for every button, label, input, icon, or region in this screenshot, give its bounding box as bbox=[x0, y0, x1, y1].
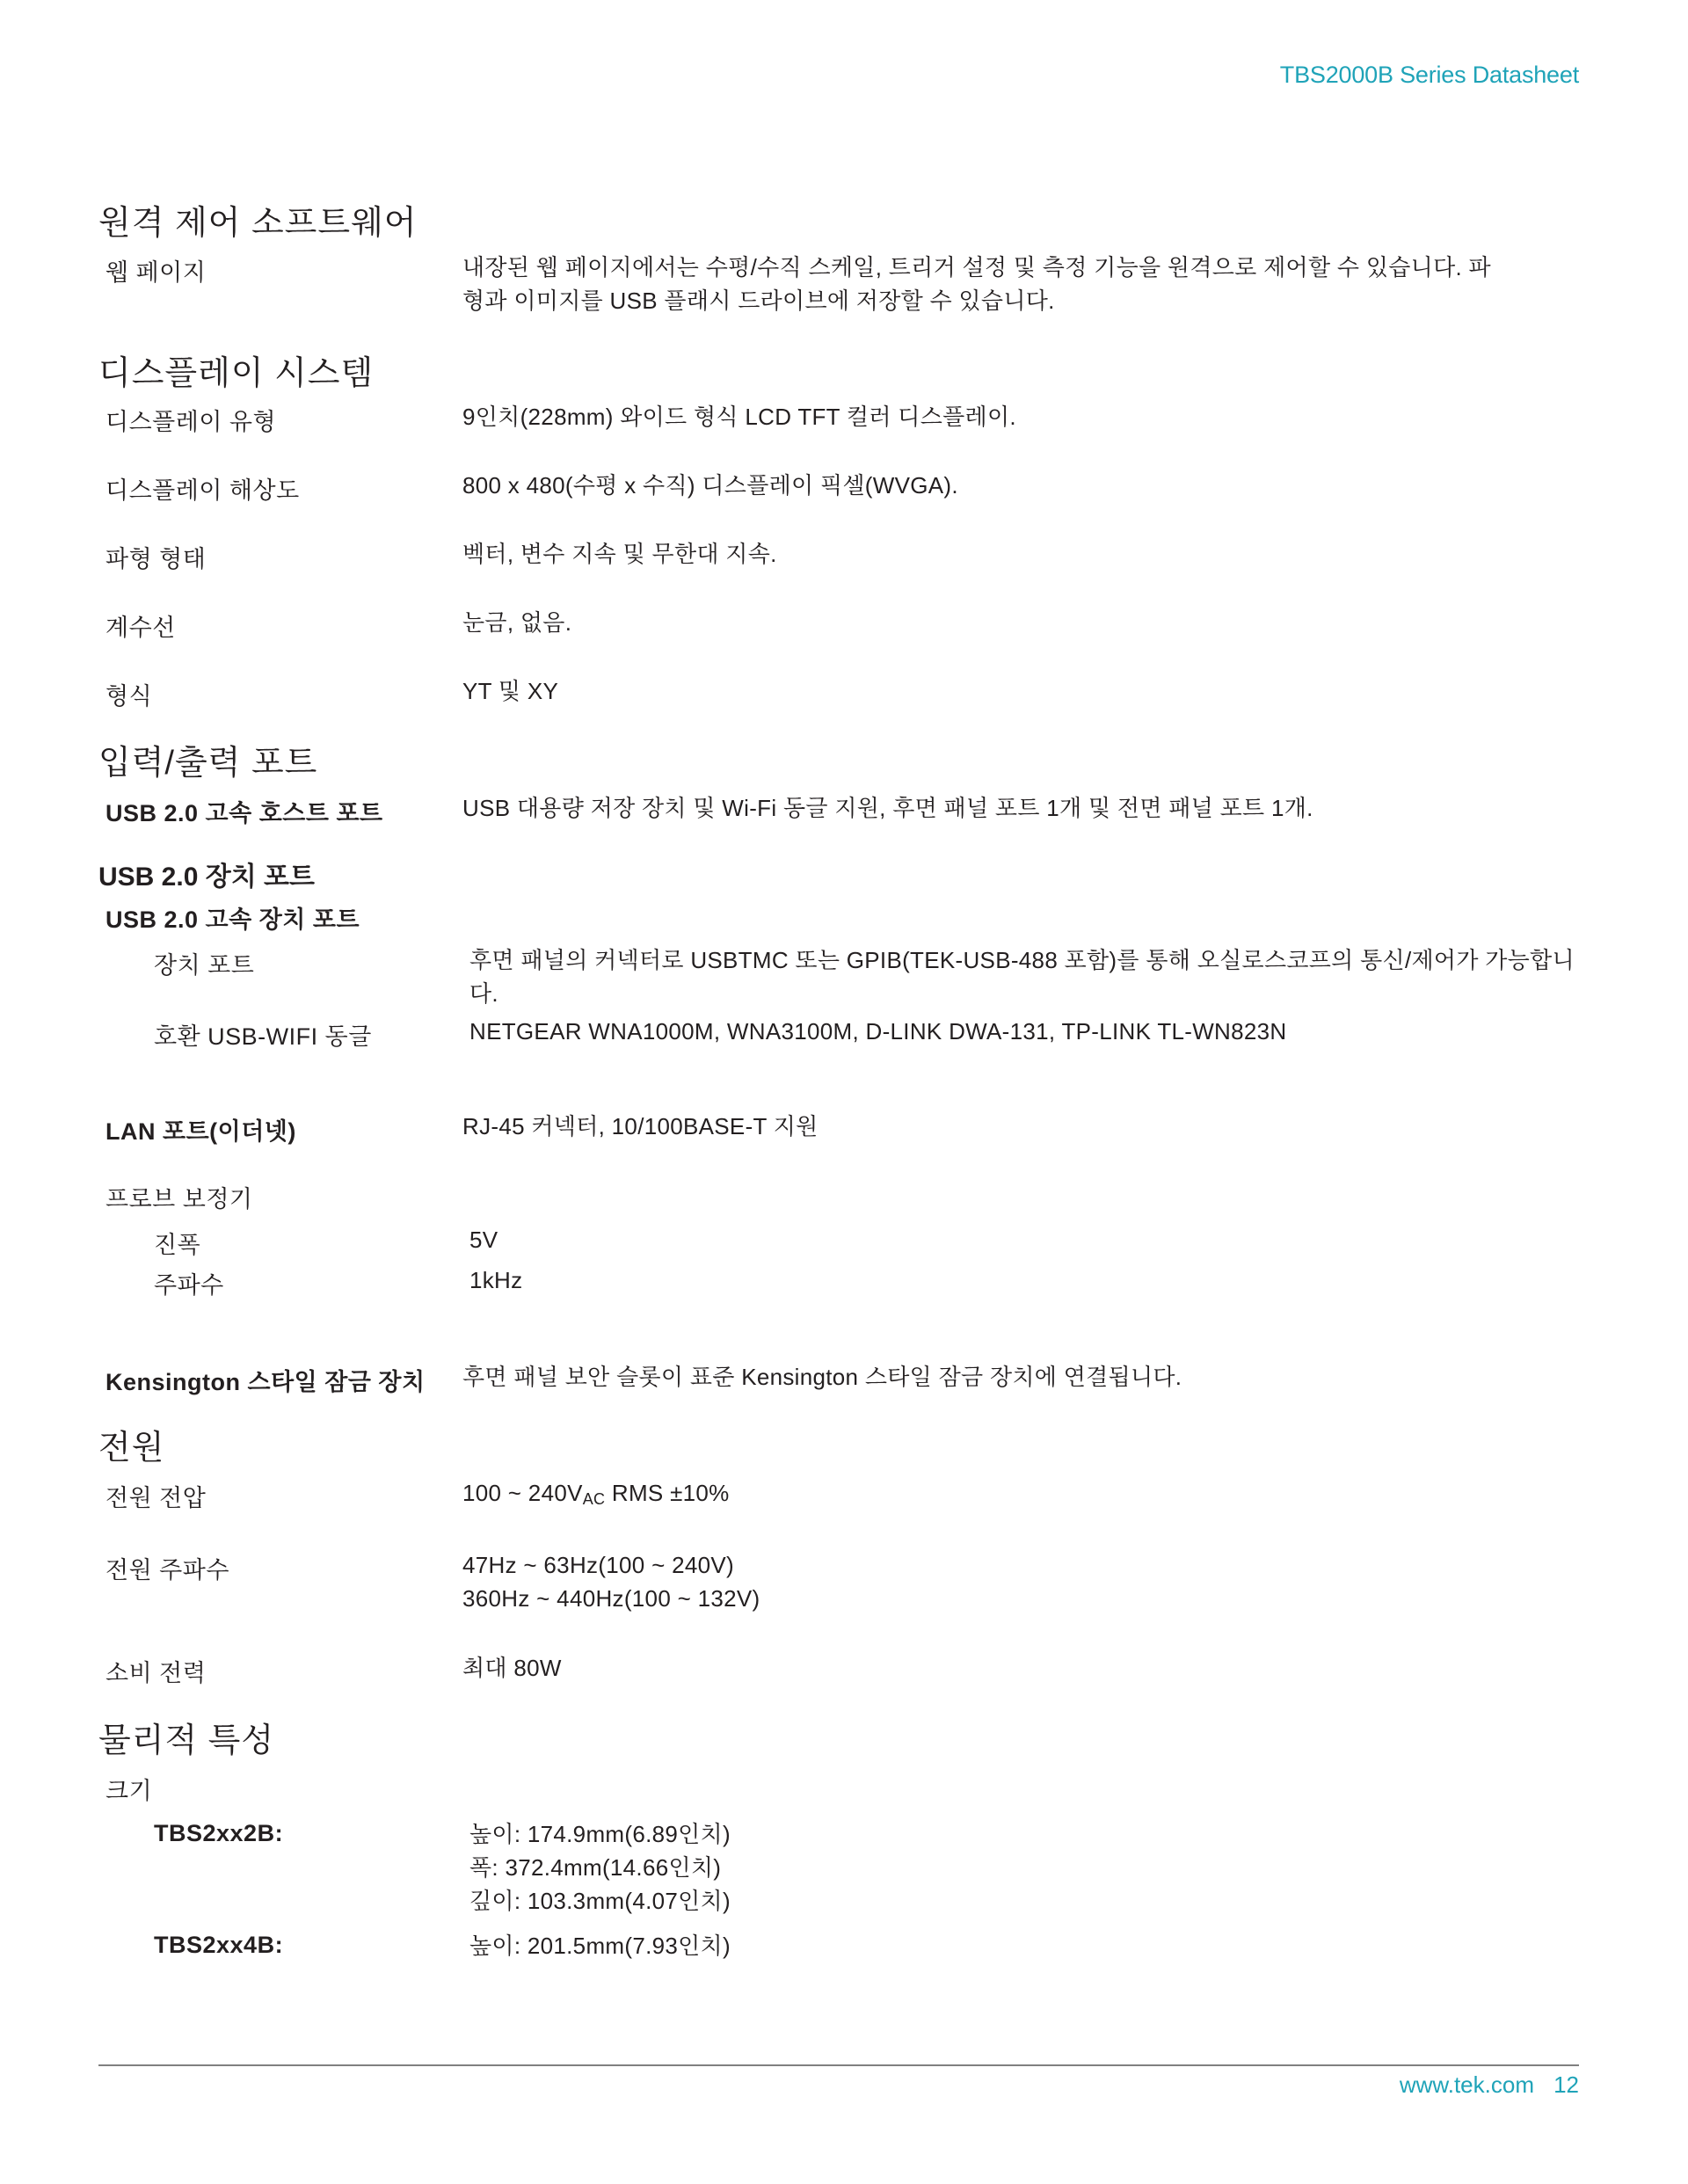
value-lan-port: RJ-45 커넥터, 10/100BASE-T 지원 bbox=[462, 1113, 819, 1139]
label-usb-host: USB 2.0 고속 호스트 포트 bbox=[106, 800, 383, 826]
value-waveform-style: 벡터, 변수 지속 및 무한대 지속. bbox=[462, 541, 777, 567]
footer-url-link[interactable]: www.tek.com bbox=[1399, 2071, 1534, 2098]
label-wifi-dongle: 호환 USB-WIFI 동글 bbox=[154, 1023, 372, 1050]
value-amplitude: 5V bbox=[469, 1227, 498, 1253]
section-heading-remote: 원격 제어 소프트웨어 bbox=[98, 205, 418, 242]
label-power-voltage: 전원 전압 bbox=[106, 1485, 207, 1511]
label-power-frequency: 전원 주파수 bbox=[106, 1557, 229, 1583]
value-power-frequency: 47Hz ~ 63Hz(100 ~ 240V) 360Hz ~ 440Hz(100 ~ 132V) bbox=[462, 1552, 760, 1612]
label-kensington-lock: Kensington 스타일 잠금 장치 bbox=[106, 1369, 426, 1395]
label-device-port: 장치 포트 bbox=[154, 952, 255, 979]
label-lan-port: LAN 포트(이더넷) bbox=[106, 1118, 296, 1145]
value-power-voltage: 100 ~ $240V_{AC}$ RMS ±10% bbox=[462, 1480, 730, 1508]
label-amplitude: 진폭 bbox=[154, 1232, 201, 1258]
value-frequency: 1kHz bbox=[469, 1267, 523, 1293]
page-number: 12 bbox=[1553, 2071, 1579, 2098]
subheading-usb-device: USB 2.0 장치 포트 bbox=[98, 863, 315, 892]
label-model-4ch: TBS2xx4B: bbox=[154, 1932, 284, 1958]
value-web-page: 내장된 웹 페이지에서는 수평/수직 스케일, 트리거 설정 및 측정 기능을 원격으로 제어할 수 있습니다. 파 형과 이미지를 USB 플래시 드라이브에 저장할 수 있습니다. bbox=[462, 254, 1491, 314]
value-model-4ch-dimensions: 높이: 201.5mm(7.93인치) bbox=[469, 1933, 731, 1959]
value-power-consumption: 최대 80W bbox=[462, 1655, 562, 1681]
section-heading-physical: 물리적 특성 bbox=[98, 1722, 275, 1759]
label-waveform-style: 파형 형태 bbox=[106, 546, 207, 572]
label-power-consumption: 소비 전력 bbox=[106, 1660, 207, 1686]
label-dimensions: 크기 bbox=[106, 1778, 153, 1804]
datasheet-title: TBS2000B Series Datasheet bbox=[1279, 62, 1579, 88]
section-heading-display: 디스플레이 시스템 bbox=[98, 355, 375, 392]
value-display-resolution: 800 x 480(수평 x 수직) 디스플레이 픽셀(WVGA). bbox=[462, 472, 958, 499]
label-display-type: 디스플레이 유형 bbox=[106, 409, 277, 435]
value-kensington-lock: 후면 패널 보안 슬롯이 표준 Kensington 스타일 잠금 장치에 연결됩니다. bbox=[462, 1364, 1182, 1390]
footer-rule bbox=[98, 2064, 1579, 2066]
label-graticule: 계수선 bbox=[106, 615, 176, 641]
value-display-type: 9인치(228mm) 와이드 형식 LCD TFT 컬러 디스플레이. bbox=[462, 404, 1016, 430]
label-usb-device-highspeed: USB 2.0 고속 장치 포트 bbox=[106, 906, 360, 933]
value-wifi-dongle: NETGEAR WNA1000M, WNA3100M, D-LINK DWA-131, TP-LINK TL-WN823N bbox=[469, 1018, 1287, 1045]
value-format: YT 및 XY bbox=[462, 678, 559, 704]
label-format: 형식 bbox=[106, 683, 153, 710]
label-model-2ch: TBS2xx2B: bbox=[154, 1820, 284, 1846]
label-web-page: 웹 페이지 bbox=[106, 259, 207, 286]
value-graticule: 눈금, 없음. bbox=[462, 609, 572, 636]
label-frequency: 주파수 bbox=[154, 1272, 224, 1299]
value-usb-host: USB 대용량 저장 장치 및 Wi-Fi 동글 지원, 후면 패널 포트 1개 및 전면 패널 포트 1개. bbox=[462, 795, 1313, 821]
section-heading-io: 입력/출력 포트 bbox=[98, 745, 318, 782]
value-device-port: 후면 패널의 커넥터로 USBTMC 또는 GPIB(TEK-USB-488 포함)를 통해 오실로스코프의 통신/제어가 가능합니 다. bbox=[469, 947, 1575, 1007]
label-probe-compensator: 프로브 보정기 bbox=[106, 1186, 253, 1212]
section-heading-power: 전원 bbox=[98, 1430, 165, 1467]
value-model-2ch-dimensions: 높이: 174.9mm(6.89인치) 폭: 372.4mm(14.66인치) 깊이: 103.3mm(4.07인치) bbox=[469, 1821, 731, 1914]
label-display-resolution: 디스플레이 해상도 bbox=[106, 477, 300, 504]
